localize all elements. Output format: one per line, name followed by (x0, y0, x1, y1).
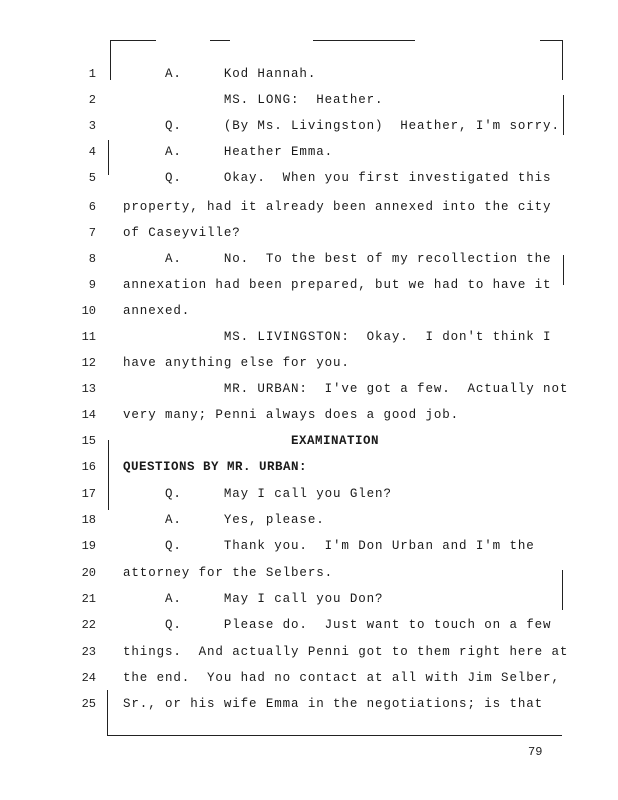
transcript-line: annexation had been prepared, but we had to have it (123, 278, 552, 292)
line-number: 22 (81, 618, 96, 632)
line-number: 16 (81, 460, 96, 474)
border-bottom (107, 735, 562, 736)
transcript-line: A. Heather Emma. (123, 145, 334, 159)
line-number: 7 (88, 226, 96, 240)
border-top-segment-2 (210, 40, 230, 41)
line-number: 6 (88, 200, 96, 214)
transcript-line: the end. You had no contact at all with Jim Selber, (123, 671, 560, 685)
line-number: 9 (88, 278, 96, 292)
transcript-line: of Caseyville? (123, 226, 241, 240)
line-number: 11 (81, 330, 96, 344)
border-left-2 (108, 140, 109, 175)
border-right-3 (563, 255, 564, 285)
transcript-line: Q. (By Ms. Livingston) Heather, I'm sorry. (123, 119, 560, 133)
questions-by-heading: QUESTIONS BY MR. URBAN: (123, 460, 308, 474)
transcript-line: annexed. (123, 304, 191, 318)
line-number: 21 (81, 592, 96, 606)
line-number: 13 (81, 382, 96, 396)
border-right-2 (563, 95, 564, 135)
transcript-line: MS. LONG: Heather. (123, 93, 384, 107)
transcript-line: things. And actually Penni got to them right here at (123, 645, 569, 659)
transcript-line: MR. URBAN: I've got a few. Actually not (123, 382, 569, 396)
line-number: 3 (88, 119, 96, 133)
transcript-line: Q. Okay. When you first investigated this (123, 171, 552, 185)
transcript-line: A. May I call you Don? (123, 592, 384, 606)
border-left-3 (108, 440, 109, 510)
border-right (562, 40, 563, 80)
line-number: 24 (81, 671, 96, 685)
line-number: 8 (88, 252, 96, 266)
line-number: 19 (81, 539, 96, 553)
transcript-line: MS. LIVINGSTON: Okay. I don't think I (123, 330, 552, 344)
line-number: 18 (81, 513, 96, 527)
transcript-line: Sr., or his wife Emma in the negotiations; is that (123, 697, 544, 711)
transcript-line: A. No. To the best of my recollection the (123, 252, 552, 266)
line-number: 23 (81, 645, 96, 659)
line-number: 20 (81, 566, 96, 580)
line-number: 1 (88, 67, 96, 81)
border-top-segment-1 (110, 40, 156, 41)
line-number: 10 (81, 304, 96, 318)
border-right-4 (562, 570, 563, 610)
transcript-line: A. Kod Hannah. (123, 67, 317, 81)
page-number: 79 (528, 745, 543, 759)
line-number: 2 (88, 93, 96, 107)
border-top-segment-3 (313, 40, 415, 41)
transcript-line: Q. Please do. Just want to touch on a few (123, 618, 552, 632)
transcript-line: Q. Thank you. I'm Don Urban and I'm the (123, 539, 535, 553)
line-number: 14 (81, 408, 96, 422)
examination-heading: EXAMINATION (290, 434, 379, 448)
line-number: 4 (88, 145, 96, 159)
line-number: 12 (81, 356, 96, 370)
border-left (110, 40, 111, 80)
transcript-line: very many; Penni always does a good job. (123, 408, 460, 422)
line-number: 25 (81, 697, 96, 711)
line-number: 15 (81, 434, 96, 448)
transcript-line: property, had it already been annexed into the city (123, 200, 552, 214)
border-left-4 (107, 690, 108, 735)
transcript-line: A. Yes, please. (123, 513, 325, 527)
line-number: 5 (88, 171, 96, 185)
transcript-line: have anything else for you. (123, 356, 350, 370)
transcript-line: attorney for the Selbers. (123, 566, 334, 580)
border-top-segment-4 (540, 40, 562, 41)
transcript-line: Q. May I call you Glen? (123, 487, 392, 501)
line-number: 17 (81, 487, 96, 501)
